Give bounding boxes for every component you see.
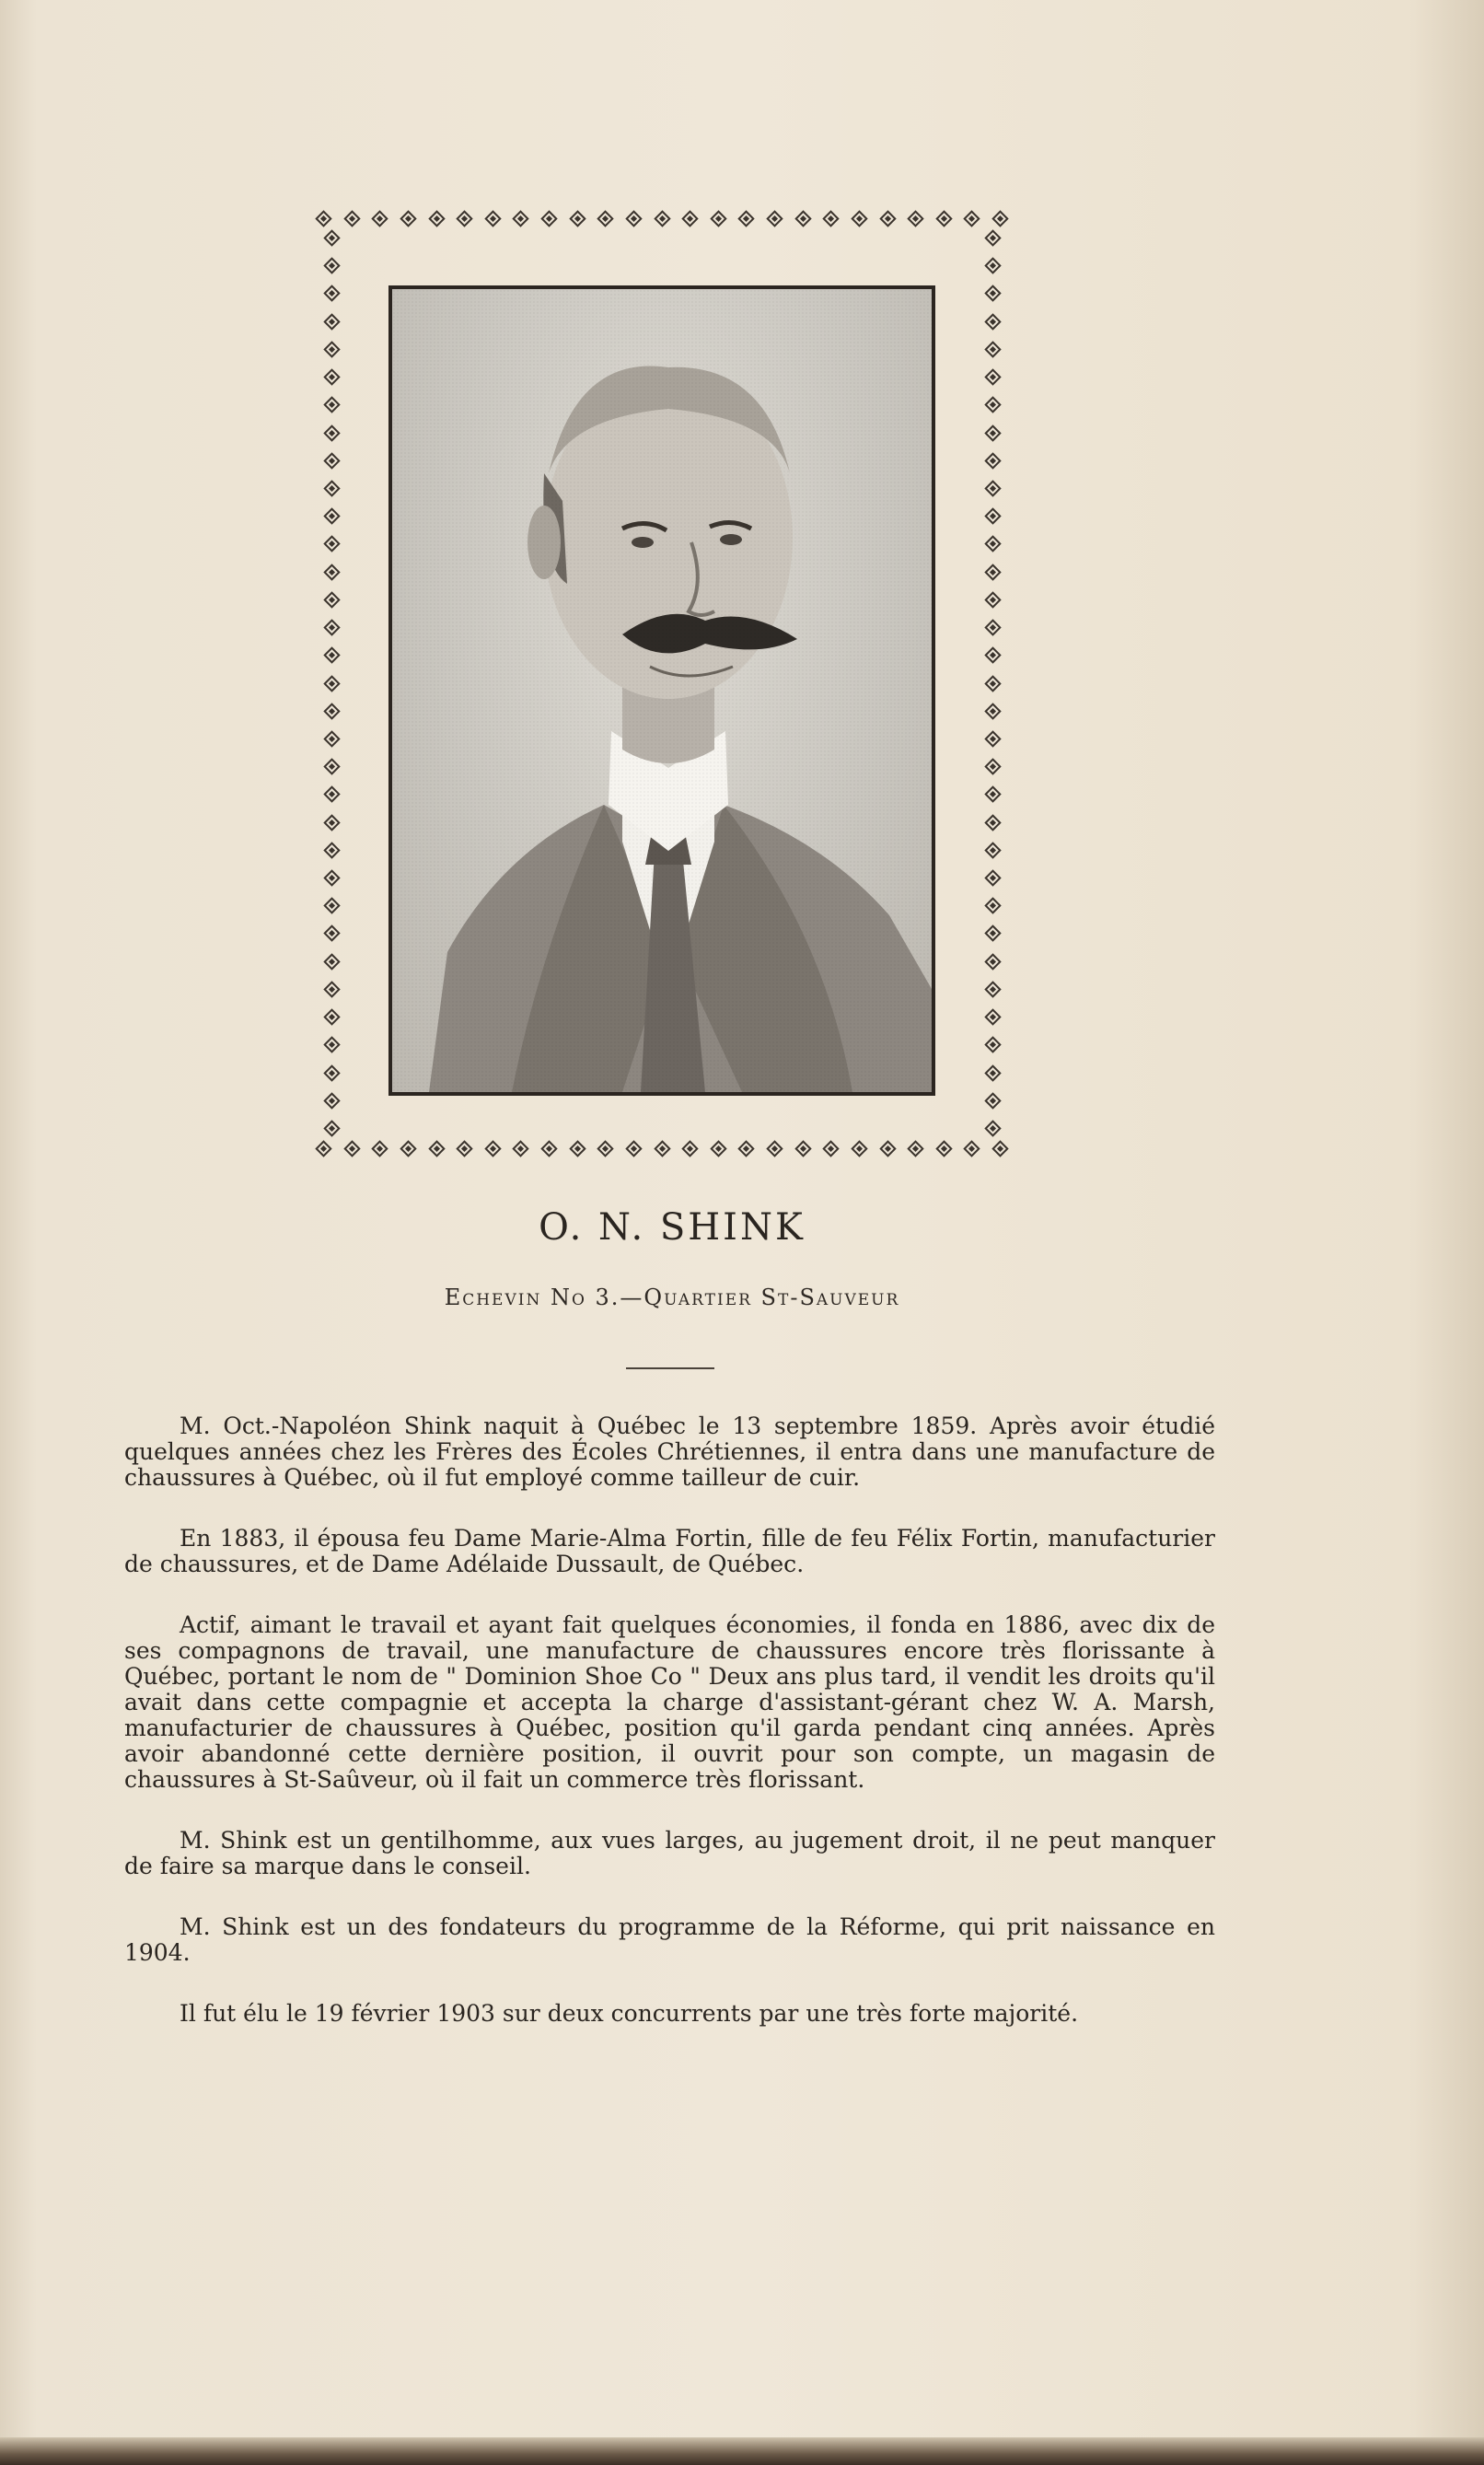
border-diamond-icon: [964, 1140, 980, 1157]
border-diamond-icon: [323, 341, 340, 357]
border-diamond-icon: [569, 1140, 585, 1157]
border-diamond-icon: [984, 1064, 1001, 1081]
border-diamond-icon: [984, 368, 1001, 385]
border-diamond-icon: [984, 341, 1001, 357]
border-diamond-icon: [984, 703, 1001, 719]
border-diamond-icon: [323, 758, 340, 774]
border-diamond-icon: [823, 210, 840, 227]
border-diamond-icon: [323, 591, 340, 608]
border-diamond-icon: [823, 1140, 840, 1157]
border-diamond-icon: [766, 1140, 783, 1157]
border-diamond-icon: [935, 210, 952, 227]
border-diamond-icon: [984, 591, 1001, 608]
border-diamond-icon: [984, 480, 1001, 496]
border-diamond-icon: [400, 1140, 416, 1157]
border-diamond-icon: [935, 1140, 952, 1157]
border-diamond-icon: [984, 842, 1001, 858]
border-diamond-icon: [984, 1120, 1001, 1136]
border-diamond-icon: [984, 869, 1001, 886]
border-diamond-icon: [984, 619, 1001, 635]
paragraph-4: M. Shink est un gentilhomme, aux vues larges, au jugement droit, il ne peut manquer de faire sa marque dans le conseil.: [124, 1827, 1215, 1879]
border-diamond-icon: [372, 1140, 388, 1157]
border-diamond-icon: [984, 285, 1001, 302]
border-diamond-icon: [400, 210, 416, 227]
border-diamond-icon: [323, 368, 340, 385]
border-diamond-icon: [710, 210, 726, 227]
border-diamond-icon: [323, 619, 340, 635]
border-diamond-icon: [984, 1092, 1001, 1109]
border-diamond-icon: [984, 564, 1001, 580]
border-diamond-icon: [984, 536, 1001, 552]
border-diamond-icon: [323, 869, 340, 886]
border-diamond-icon: [984, 258, 1001, 274]
border-diamond-icon: [540, 210, 557, 227]
border-diamond-icon: [323, 1008, 340, 1025]
border-diamond-icon: [323, 814, 340, 831]
border-diamond-icon: [681, 210, 698, 227]
border-diamond-icon: [343, 210, 360, 227]
border-diamond-icon: [323, 1064, 340, 1081]
border-diamond-icon: [323, 925, 340, 942]
border-diamond-icon: [879, 1140, 896, 1157]
border-diamond-icon: [851, 210, 867, 227]
border-diamond-icon: [323, 730, 340, 747]
border-diamond-icon: [984, 452, 1001, 469]
border-diamond-icon: [984, 1008, 1001, 1025]
border-right: [979, 232, 1006, 1134]
border-diamond-icon: [964, 210, 980, 227]
border-diamond-icon: [323, 424, 340, 441]
border-diamond-icon: [984, 898, 1001, 914]
border-diamond-icon: [323, 536, 340, 552]
border-diamond-icon: [428, 1140, 445, 1157]
border-diamond-icon: [907, 1140, 923, 1157]
border-diamond-icon: [323, 313, 340, 330]
border-diamond-icon: [984, 953, 1001, 970]
border-diamond-icon: [428, 210, 445, 227]
border-diamond-icon: [984, 229, 1001, 246]
border-diamond-icon: [625, 1140, 642, 1157]
border-diamond-icon: [323, 397, 340, 413]
border-left: [318, 232, 345, 1134]
border-diamond-icon: [323, 898, 340, 914]
border-diamond-icon: [984, 397, 1001, 413]
border-diamond-icon: [907, 210, 923, 227]
border-diamond-icon: [323, 786, 340, 803]
border-diamond-icon: [323, 1037, 340, 1053]
divider-rule: [626, 1367, 714, 1369]
border-diamond-icon: [984, 814, 1001, 831]
border-diamond-icon: [540, 1140, 557, 1157]
border-diamond-icon: [984, 925, 1001, 942]
person-name: O. N. SHINK: [539, 1206, 806, 1249]
border-diamond-icon: [315, 210, 331, 227]
border-diamond-icon: [513, 1140, 529, 1157]
border-diamond-icon: [991, 1140, 1008, 1157]
border-diamond-icon: [984, 647, 1001, 664]
border-diamond-icon: [323, 258, 340, 274]
border-diamond-icon: [323, 1120, 340, 1136]
border-diamond-icon: [323, 842, 340, 858]
border-diamond-icon: [794, 210, 811, 227]
border-diamond-icon: [569, 210, 585, 227]
paragraph-5: M. Shink est un des fondateurs du programme de la Réforme, qui prit naissance en 1904.: [124, 1913, 1215, 1966]
border-diamond-icon: [597, 210, 614, 227]
border-diamond-icon: [984, 981, 1001, 997]
border-diamond-icon: [323, 981, 340, 997]
border-diamond-icon: [484, 210, 501, 227]
border-diamond-icon: [984, 675, 1001, 692]
border-diamond-icon: [984, 730, 1001, 747]
border-diamond-icon: [513, 210, 529, 227]
border-diamond-icon: [984, 1037, 1001, 1053]
border-diamond-icon: [766, 210, 783, 227]
border-diamond-icon: [984, 313, 1001, 330]
border-diamond-icon: [323, 229, 340, 246]
border-diamond-icon: [991, 210, 1008, 227]
border-diamond-icon: [984, 424, 1001, 441]
border-top: [318, 204, 1006, 232]
border-diamond-icon: [681, 1140, 698, 1157]
position-subtitle: Echevin No 3.—Quartier St-Sauveur: [444, 1285, 900, 1310]
page-bottom-edge: [0, 2437, 1484, 2465]
border-diamond-icon: [323, 703, 340, 719]
border-diamond-icon: [372, 210, 388, 227]
border-diamond-icon: [456, 1140, 472, 1157]
paragraph-6: Il fut élu le 19 février 1903 sur deux concurrents par une très forte majorité.: [180, 2000, 1079, 2027]
border-diamond-icon: [984, 758, 1001, 774]
border-diamond-icon: [794, 1140, 811, 1157]
border-diamond-icon: [984, 786, 1001, 803]
border-diamond-icon: [484, 1140, 501, 1157]
border-diamond-icon: [456, 210, 472, 227]
paragraph-1: M. Oct.-Napoléon Shink naquit à Québec le 13 septembre 1859. Après avoir étudié quelques années chez les Frères des Écoles Chrétiennes, il entra dans une manufacture de chaussures à Québec, où il fut employé comme tailleur de cuir.: [124, 1413, 1215, 1491]
border-diamond-icon: [323, 647, 340, 664]
paragraph-3: Actif, aimant le travail et ayant fait quelques économies, il fonda en 1886, avec dix de ses compagnons de travail, une manufacture de chaussures encore très florissante à Québec, portant le nom de " Dominion Shoe Co " Deux ans plus tard, il vendit les droits qu'il avait dans cette compagnie et accepta la charge d'assistant-gérant chez W. A. Marsh, manufacturier de chaussures à Québec, position qu'il garda pendant cinq années. Après avoir abandonné cette dernière position, il ouvrit pour son compte, un magasin de chaussures à St-Saûveur, où il fait un commerce très florissant.: [124, 1611, 1215, 1793]
border-diamond-icon: [323, 480, 340, 496]
border-diamond-icon: [879, 210, 896, 227]
border-diamond-icon: [654, 1140, 670, 1157]
border-diamond-icon: [343, 1140, 360, 1157]
border-diamond-icon: [323, 953, 340, 970]
border-diamond-icon: [738, 210, 755, 227]
border-diamond-icon: [323, 285, 340, 302]
border-diamond-icon: [597, 1140, 614, 1157]
biography-text: [124, 1413, 1215, 2062]
border-diamond-icon: [323, 1092, 340, 1109]
border-diamond-icon: [323, 452, 340, 469]
border-bottom: [318, 1134, 1006, 1162]
border-diamond-icon: [323, 675, 340, 692]
portrait-illustration: [392, 289, 932, 1092]
border-diamond-icon: [984, 507, 1001, 524]
border-diamond-icon: [710, 1140, 726, 1157]
paragraph-2: En 1883, il épousa feu Dame Marie-Alma Fortin, fille de feu Félix Fortin, manufacturier de chaussures, et de Dame Adélaide Dussault, de Québec.: [124, 1525, 1215, 1577]
border-diamond-icon: [738, 1140, 755, 1157]
border-diamond-icon: [323, 507, 340, 524]
border-diamond-icon: [323, 564, 340, 580]
border-diamond-icon: [315, 1140, 331, 1157]
border-diamond-icon: [654, 210, 670, 227]
border-diamond-icon: [851, 1140, 867, 1157]
portrait-photo: [388, 285, 935, 1096]
border-diamond-icon: [625, 210, 642, 227]
